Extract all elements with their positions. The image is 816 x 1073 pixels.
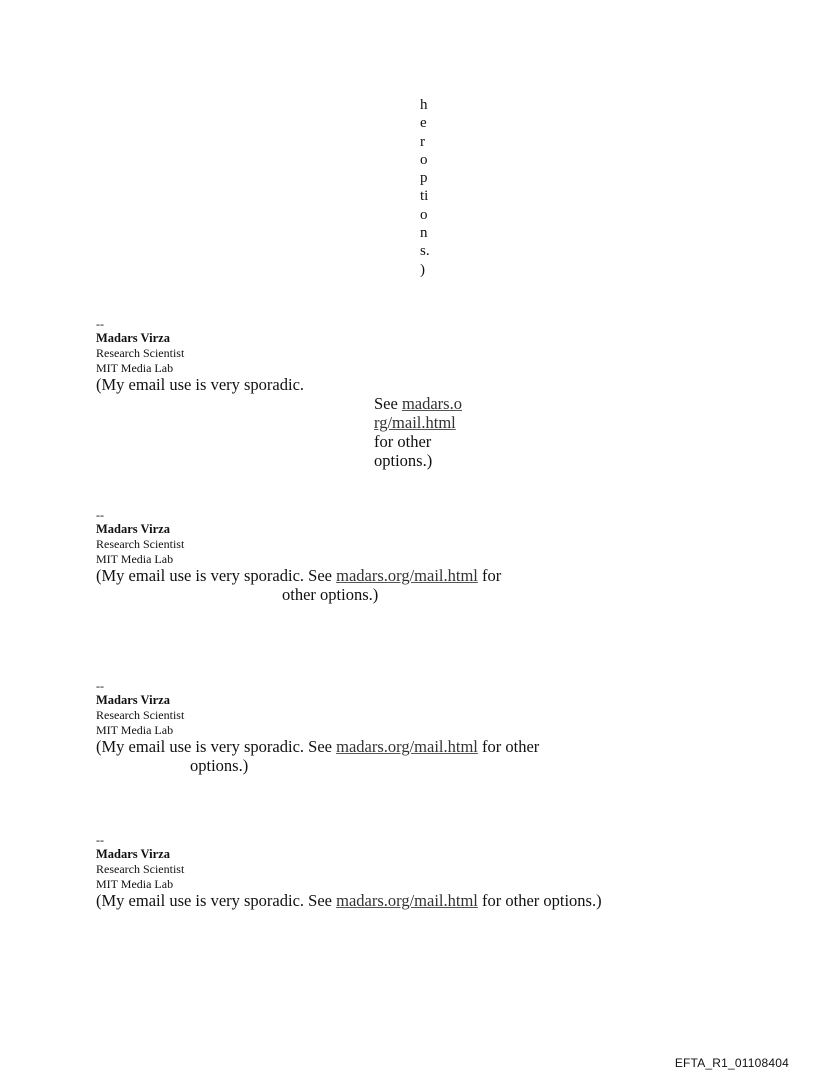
signature-name: Madars Virza <box>96 693 170 707</box>
signature-block-3 <box>96 680 539 775</box>
note-line: options.) <box>374 451 433 470</box>
signature-block-4 <box>96 834 602 910</box>
signature-name: Madars Virza <box>96 331 170 345</box>
fragment-char: ) <box>420 261 425 278</box>
mail-options-link[interactable]: rg/mail.html <box>374 413 456 432</box>
signature-title: Research Scientist <box>96 346 185 360</box>
mail-options-link[interactable]: madars.org/mail.html <box>336 737 478 756</box>
signature-title: Research Scientist <box>96 862 185 876</box>
fragment-char: s. <box>420 243 430 260</box>
note-line <box>374 413 484 432</box>
signature-note: (My email use is very sporadic. See madars.org/mail.html for <box>96 566 502 585</box>
signature-separator: -- <box>96 833 104 847</box>
fragment-char: o <box>420 206 428 223</box>
signature-note-wrapped <box>374 394 484 470</box>
signature-name: Madars Virza <box>96 847 170 861</box>
signature-org: MIT Media Lab <box>96 551 174 566</box>
signature-org: MIT Media Lab <box>96 360 174 375</box>
signature-org: MIT Media Lab <box>96 876 174 891</box>
signature-title: Research Scientist <box>96 708 185 722</box>
wrapped-text-fragment <box>420 96 440 279</box>
document-id-footer: EFTA_R1_01108404 <box>674 1056 789 1070</box>
mail-options-link[interactable]: madars.org/mail.html <box>336 891 478 910</box>
fragment-char: r <box>420 133 425 150</box>
fragment-char: p <box>420 170 428 187</box>
signature-block-1 <box>96 317 462 470</box>
signature-note-continued: other options.) <box>282 585 379 604</box>
fragment-char: h <box>420 97 428 113</box>
signature-note: (My email use is very sporadic. See madars.org/mail.html for other options.) <box>96 891 602 910</box>
signature-separator: -- <box>96 508 104 522</box>
mail-options-link[interactable]: madars.org/mail.html <box>336 566 478 585</box>
signature-note: (My email use is very sporadic. <box>96 375 305 394</box>
note-line: See madars.o <box>374 394 462 413</box>
signature-note: (My email use is very sporadic. See madars.org/mail.html for other <box>96 737 540 756</box>
signature-name: Madars Virza <box>96 522 170 536</box>
signature-title: Research Scientist <box>96 537 185 551</box>
signature-separator: -- <box>96 317 104 331</box>
signature-note-continued: options.) <box>190 756 249 775</box>
signature-separator: -- <box>96 679 104 693</box>
fragment-char: n <box>420 225 428 242</box>
note-line: for other <box>374 432 432 451</box>
signature-org: MIT Media Lab <box>96 722 174 737</box>
fragment-char: ti <box>420 188 429 205</box>
signature-block-2 <box>96 509 501 604</box>
fragment-char: e <box>420 115 427 132</box>
fragment-char: o <box>420 151 428 168</box>
mail-options-link[interactable]: madars.o <box>401 394 462 413</box>
